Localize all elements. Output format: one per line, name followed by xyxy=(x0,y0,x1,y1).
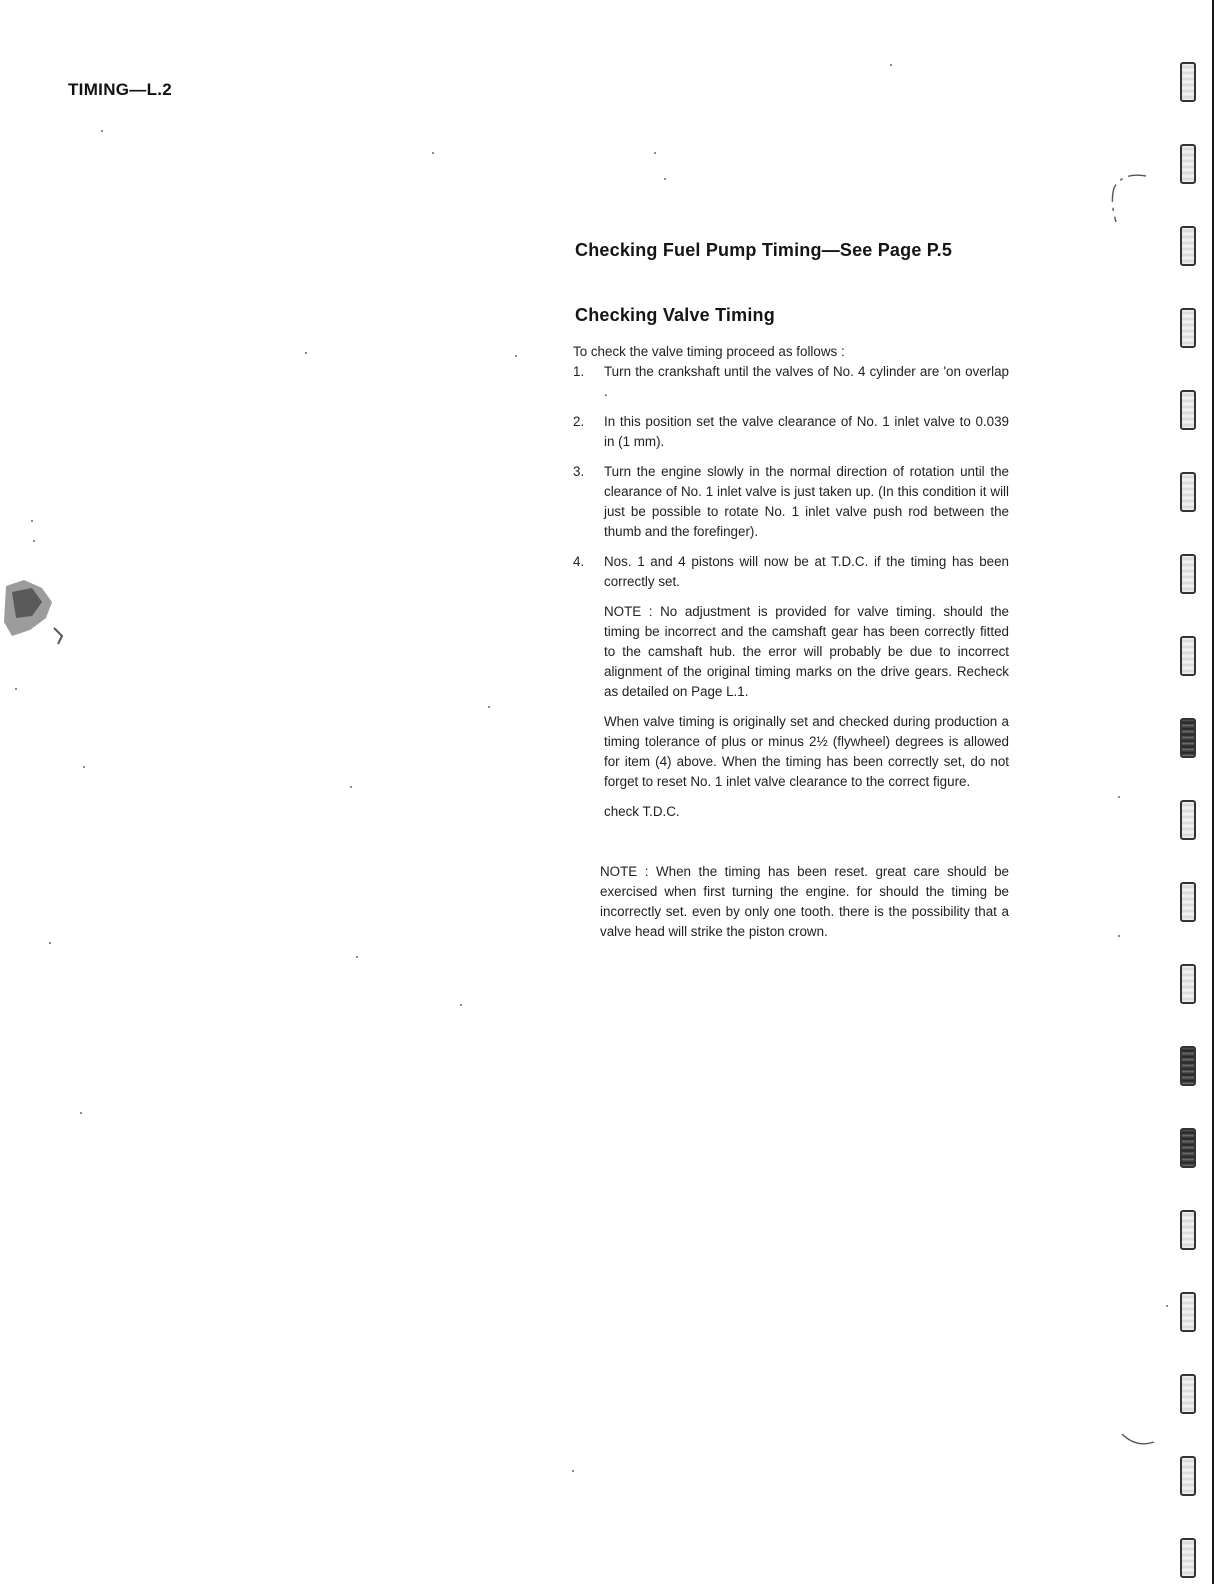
valve-timing-heading: Checking Valve Timing xyxy=(575,305,775,325)
binder-ring-hole xyxy=(1180,390,1196,430)
step-number: 1. xyxy=(573,364,585,379)
step-4 xyxy=(573,552,1009,592)
valve-timing-body xyxy=(573,342,1009,942)
binder-ring-hole xyxy=(1180,144,1196,184)
binder-edge xyxy=(1154,0,1224,1584)
binder-ring-hole xyxy=(1180,472,1196,512)
scan-speck xyxy=(1118,935,1120,937)
binder-ring-hole xyxy=(1180,1456,1196,1496)
scan-speck xyxy=(350,786,352,788)
scan-speck xyxy=(33,540,35,542)
scan-speck xyxy=(305,352,307,354)
binder-ring-hole xyxy=(1180,1210,1196,1250)
step-number: 3. xyxy=(573,464,585,479)
running-header: TIMING—L.2 xyxy=(68,80,173,99)
step-number: 4. xyxy=(573,554,585,569)
scan-speck xyxy=(101,130,103,132)
step-text: In this position set the valve clearance of No. 1 inlet valve to 0.039 in (1 mm). xyxy=(604,414,1009,449)
step-number: 2. xyxy=(573,414,585,429)
step-text: Nos. 1 and 4 pistons will now be at T.D.C. if the timing has been correctly set. xyxy=(604,554,1009,589)
reset-warning-note: NOTE : When the timing has been reset. great care should be exercised when first turning the engine. for should the timing be incorrectly set. even by only one tooth. there is the possibility that a valve head will strike the piston crown. xyxy=(600,864,1009,939)
step-2 xyxy=(573,412,1009,452)
binder-ring-hole xyxy=(1180,882,1196,922)
scan-speck xyxy=(31,520,33,522)
binder-ring-hole xyxy=(1180,1128,1196,1168)
scan-speck xyxy=(15,688,17,690)
binder-ring-hole xyxy=(1180,636,1196,676)
scan-speck xyxy=(488,706,490,708)
scan-speck xyxy=(664,178,666,180)
binder-ring-hole xyxy=(1180,964,1196,1004)
intro-text: To check the valve timing proceed as follows : xyxy=(573,344,845,359)
binder-ring-hole xyxy=(1180,1046,1196,1086)
scan-speck xyxy=(1166,1305,1168,1307)
check-tdc-text: check T.D.C. xyxy=(604,804,680,819)
scan-speck xyxy=(654,152,656,154)
fuel-pump-timing-heading: Checking Fuel Pump Timing—See Page P.5 xyxy=(575,240,953,260)
scan-smudge xyxy=(2,578,66,648)
binder-ring-hole xyxy=(1180,800,1196,840)
scan-speck xyxy=(890,64,892,66)
scan-speck xyxy=(49,942,51,944)
scan-speck xyxy=(515,355,517,357)
step-3 xyxy=(573,462,1009,542)
step-text: Turn the engine slowly in the normal direction of rotation until the clearance of No. 1 inlet valve is just taken up. (In this condition it will just be possible to rotate No. 1 inlet valve push rod between the thumb and the forefinger). xyxy=(604,464,1009,539)
binder-ring-hole xyxy=(1180,1374,1196,1414)
step-1 xyxy=(573,362,1009,402)
scan-speck xyxy=(1118,796,1120,798)
scan-speck xyxy=(432,152,434,154)
scan-arc-mark xyxy=(1108,166,1148,226)
binder-ring-hole xyxy=(1180,1538,1196,1578)
scan-speck xyxy=(460,1004,462,1006)
binder-ring-hole xyxy=(1180,718,1196,758)
binder-ring-hole xyxy=(1180,226,1196,266)
binder-ring-hole xyxy=(1180,62,1196,102)
tolerance-paragraph: When valve timing is originally set and checked during production a timing tolerance of plus or minus 2½ (flywheel) degrees is allowed for item (4) above. When the timing has been correctly set, do not forget to reset No. 1 inlet valve clearance to the correct figure. xyxy=(604,714,1009,789)
adjustment-note: NOTE : No adjustment is provided for valve timing. should the timing be incorrect and the camshaft gear has been correctly fitted to the camshaft hub. the error will probably be due to incorrect alignment of the original timing marks on the drive gears. Recheck as detailed on Page L.1. xyxy=(604,604,1009,699)
scan-speck xyxy=(572,1470,574,1472)
scan-speck xyxy=(83,766,85,768)
scan-speck xyxy=(356,956,358,958)
scan-arc-mark xyxy=(1120,1420,1160,1450)
binder-ring-hole xyxy=(1180,308,1196,348)
binder-ring-hole xyxy=(1180,554,1196,594)
binder-ring-hole xyxy=(1180,1292,1196,1332)
page-edge-line xyxy=(1212,0,1214,1584)
scan-speck xyxy=(80,1112,82,1114)
step-text: Turn the crankshaft until the valves of No. 4 cylinder are 'on overlap . xyxy=(604,364,1009,399)
